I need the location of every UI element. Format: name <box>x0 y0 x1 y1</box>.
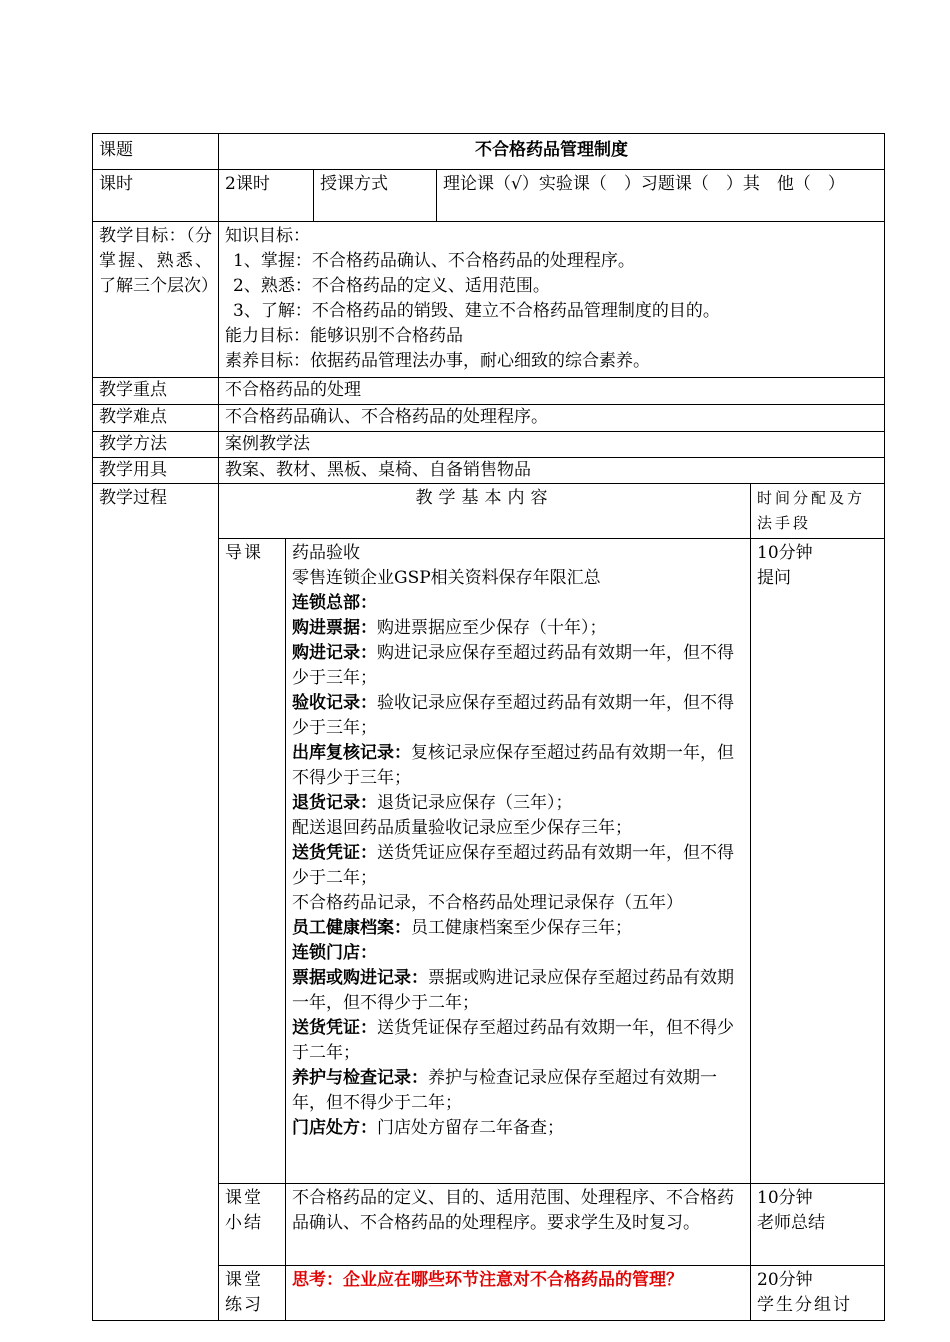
difficulty-value: 不合格药品确认、不合格药品的处理程序。 <box>219 405 885 432</box>
intro-line: 连锁总部： <box>292 593 377 613</box>
method-row <box>93 432 885 458</box>
practice-content: 思考：企业应在哪些环节注意对不合格药品的管理？ <box>286 1266 751 1321</box>
practice-duration: 20分钟 <box>757 1270 813 1290</box>
record-rule: 送货凭证保存至超过药品有效期一年，但不得少于二年； <box>292 1018 734 1063</box>
intro-line <box>292 641 744 691</box>
summary-content: 不合格药品的定义、目的、适用范围、处理程序、不合格药品确认、不合格药品的处理程序。要求学生及时复习。 <box>286 1184 751 1266</box>
record-term: 验收记录： <box>292 693 377 713</box>
intro-line <box>292 616 744 641</box>
tools-row <box>93 458 885 484</box>
intro-line <box>292 791 744 816</box>
intro-content <box>286 539 751 1184</box>
topic-label: 课题 <box>93 134 219 170</box>
record-term: 购进记录： <box>292 643 377 663</box>
record-rule: 购进票据应至少保存（十年）； <box>377 618 607 638</box>
objective-line: 1、掌握：不合格药品确认、不合格药品的处理程序。 <box>233 251 635 271</box>
record-rule: 门店处方留存二年备查； <box>377 1118 564 1138</box>
difficulty-row <box>93 405 885 432</box>
intro-line <box>292 691 744 741</box>
teaching-method-value: 理论课（√）实验课（ ）习题课（ ）其 他（ ） <box>437 170 885 222</box>
intro-time <box>751 539 885 1184</box>
record-term: 门店处方： <box>292 1118 377 1138</box>
objectives-row <box>93 222 885 378</box>
teaching-method-label: 授课方式 <box>314 170 437 222</box>
method-label: 教学方法 <box>93 432 219 458</box>
process-label: 教学过程 <box>93 484 219 1321</box>
record-term: 送货凭证： <box>292 843 377 863</box>
intro-line <box>292 1116 744 1141</box>
record-term: 出库复核记录： <box>292 743 411 763</box>
intro-line <box>292 1066 744 1116</box>
record-rule: 购进记录应保存至超过药品有效期一年，但不得少于三年； <box>292 643 734 688</box>
summary-duration: 10分钟 <box>757 1188 813 1208</box>
objective-line: 知识目标： <box>225 226 310 246</box>
objectives-content <box>219 222 885 378</box>
hours-value: 2课时 <box>219 170 314 222</box>
record-term: 退货记录： <box>292 793 377 813</box>
record-term: 票据或购进记录： <box>292 968 428 988</box>
record-rule: 票据或购进记录应保存至超过药品有效期一年，但不得少于二年； <box>292 968 734 1013</box>
key-point-row <box>93 378 885 405</box>
intro-line: 零售连锁企业GSP相关资料保存年限汇总 <box>292 568 601 588</box>
intro-method: 提问 <box>757 568 791 588</box>
key-point-value: 不合格药品的处理 <box>219 378 885 405</box>
record-rule: 验收记录应保存至超过药品有效期一年，但不得少于三年； <box>292 693 734 738</box>
record-rule: 退货记录应保存（三年）； <box>377 793 573 813</box>
key-point-label: 教学重点 <box>93 378 219 405</box>
intro-line: 连锁门店： <box>292 943 377 963</box>
intro-line <box>292 1016 744 1066</box>
intro-line: 药品验收 <box>292 543 360 563</box>
record-term: 员工健康档案： <box>292 918 411 938</box>
record-term: 养护与检查记录： <box>292 1068 428 1088</box>
objective-line: 3、了解：不合格药品的销毁、建立不合格药品管理制度的目的。 <box>233 301 720 321</box>
summary-time <box>751 1184 885 1266</box>
intro-stage: 导课 <box>219 539 286 1184</box>
objective-line: 2、熟悉：不合格药品的定义、适用范围。 <box>233 276 550 296</box>
record-term: 送货凭证： <box>292 1018 377 1038</box>
difficulty-label: 教学难点 <box>93 405 219 432</box>
intro-line <box>292 741 744 791</box>
intro-line: 不合格药品记录，不合格药品处理记录保存（五年） <box>292 893 683 913</box>
record-rule: 养护与检查记录应保存至超过有效期一年，但不得少于二年； <box>292 1068 717 1113</box>
hours-row <box>93 170 885 222</box>
objective-line: 素养目标：依据药品管理法办事，耐心细致的综合素养。 <box>225 351 650 371</box>
tools-label: 教学用具 <box>93 458 219 484</box>
intro-line <box>292 966 744 1016</box>
time-header: 时间分配及方法手段 <box>751 484 885 539</box>
content-header: 教学基本内容 <box>219 484 751 539</box>
topic-value: 不合格药品管理制度 <box>219 134 885 170</box>
summary-stage: 课堂小结 <box>219 1184 286 1266</box>
intro-line: 配送退回药品质量验收记录应至少保存三年； <box>292 818 632 838</box>
objectives-label: 教学目标：（分掌握、熟悉、了解三个层次） <box>93 222 219 378</box>
objective-line: 能力目标：能够识别不合格药品 <box>225 326 463 346</box>
record-rule: 送货凭证应保存至超过药品有效期一年，但不得少于二年； <box>292 843 734 888</box>
record-rule: 复核记录应保存至超过药品有效期一年，但不得少于三年； <box>292 743 734 788</box>
method-value: 案例教学法 <box>219 432 885 458</box>
practice-time <box>751 1266 885 1321</box>
process-header-row <box>93 484 885 539</box>
topic-row <box>93 134 885 170</box>
practice-method: 学生分组讨 <box>757 1295 852 1315</box>
tools-value: 教案、教材、黑板、桌椅、自备销售物品 <box>219 458 885 484</box>
intro-duration: 10分钟 <box>757 543 813 563</box>
intro-line <box>292 916 744 941</box>
lesson-plan-table <box>92 133 885 1321</box>
practice-stage: 课堂练习 <box>219 1266 286 1321</box>
record-rule: 员工健康档案至少保存三年； <box>411 918 632 938</box>
record-term: 购进票据： <box>292 618 377 638</box>
intro-line <box>292 841 744 891</box>
hours-label: 课时 <box>93 170 219 222</box>
summary-method: 老师总结 <box>757 1213 825 1233</box>
